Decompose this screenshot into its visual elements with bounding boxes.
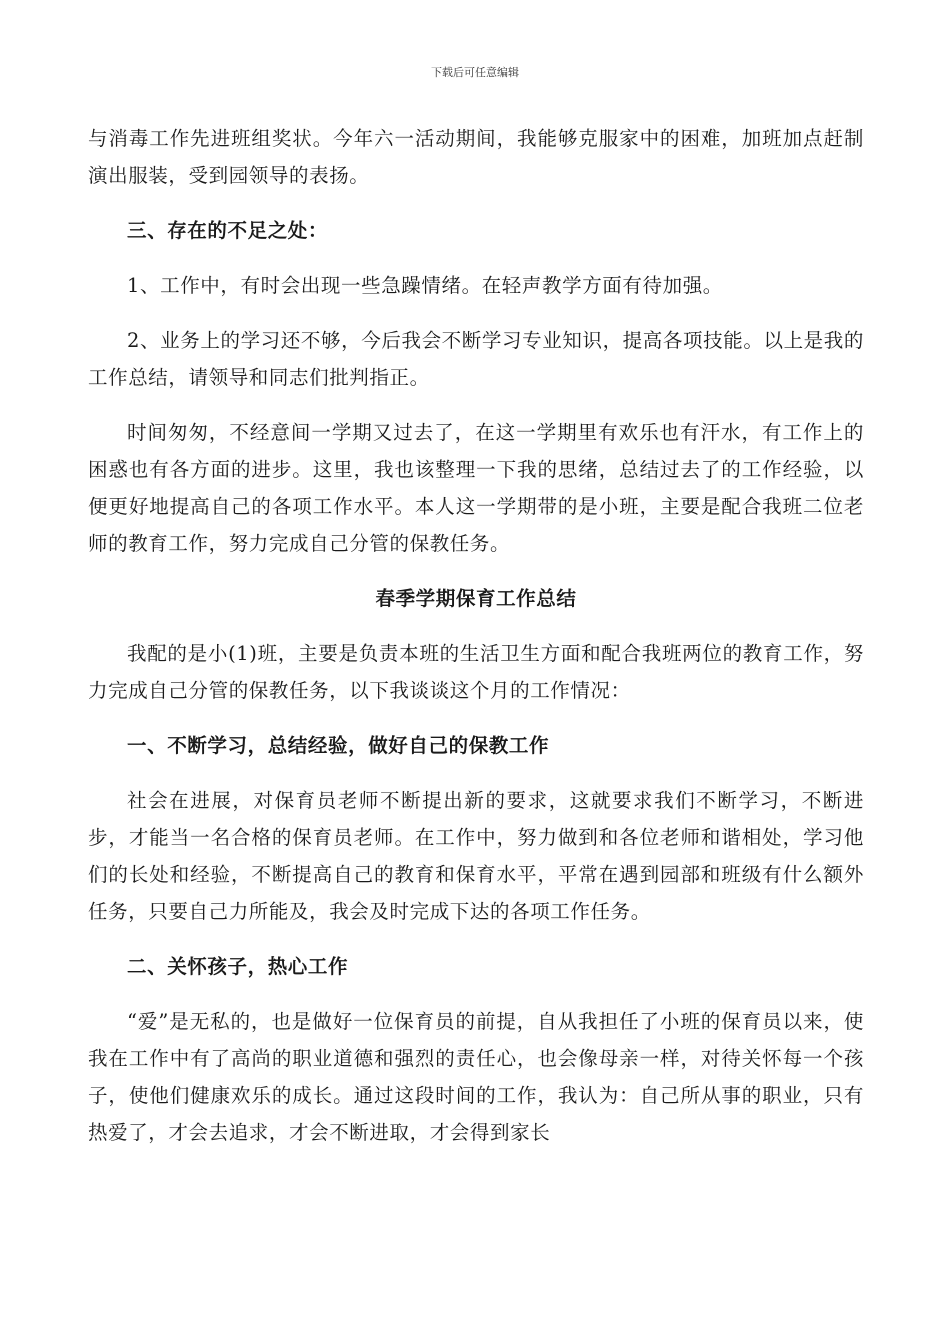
section-heading-caring: 二、关怀孩子，热心工作 <box>127 955 349 978</box>
paragraph-semester-intro: 时间匆匆，不经意间一学期又过去了，在这一学期里有欢乐也有汗水，有工作上的困惑也有各方面的进步。这里，我也该整理一下我的思绪，总结过去了的工作经验，以便更好地提高自己的各项工作水平。本人这一学期带的是小班，主要是配合我班二位老师的教育工作，努力完成自己分管的保教任务。 <box>88 421 864 555</box>
paragraph-learning: 社会在进展，对保育员老师不断提出新的要求，这就要求我们不断学习，不断进步，才能当一名合格的保育员老师。在工作中，努力做到和各位老师和谐相处，学习他们的长处和经验，不断提高自己的教育和保育水平，平常在遇到园部和班级有什么额外任务，只要自己力所能及，我会及时完成下达的各项工作任务。 <box>88 789 864 923</box>
section-heading-shortcomings: 三、存在的不足之处： <box>127 219 329 242</box>
document-title: 春季学期保育工作总结 <box>375 587 577 610</box>
page-header-note: 下载后可任意编辑 <box>431 66 519 79</box>
paragraph-caring: “爱”是无私的，也是做好一位保育员的前提，自从我担任了小班的保育员以来，使我在工作中有了高尚的职业道德和强烈的责任心，也会像母亲一样，对待关怀每一个孩子，使他们健康欢乐的成长。通过这段时间的工作，我认为：自己所从事的职业，只有热爱了，才会去追求，才会不断进取，才会得到家长 <box>88 1010 864 1144</box>
section-heading-learning: 一、不断学习，总结经验，做好自己的保教工作 <box>127 734 550 757</box>
list-item-1: 1、工作中，有时会出现一些急躁情绪。在轻声教学方面有待加强。 <box>127 274 723 297</box>
document-body <box>88 120 864 1169</box>
paragraph-continuation: 与消毒工作先进班组奖状。今年六一活动期间，我能够克服家中的困难，加班加点赶制演出服装，受到园领导的表扬。 <box>88 127 864 187</box>
paragraph-class-intro: 我配的是小(1)班，主要是负责本班的生活卫生方面和配合我班两位的教育工作，努力完成自己分管的保教任务，以下我谈谈这个月的工作情况： <box>88 642 864 702</box>
list-item-2: 2、业务上的学习还不够，今后我会不断学习专业知识，提高各项技能。以上是我的工作总结，请领导和同志们批判指正。 <box>88 329 864 389</box>
